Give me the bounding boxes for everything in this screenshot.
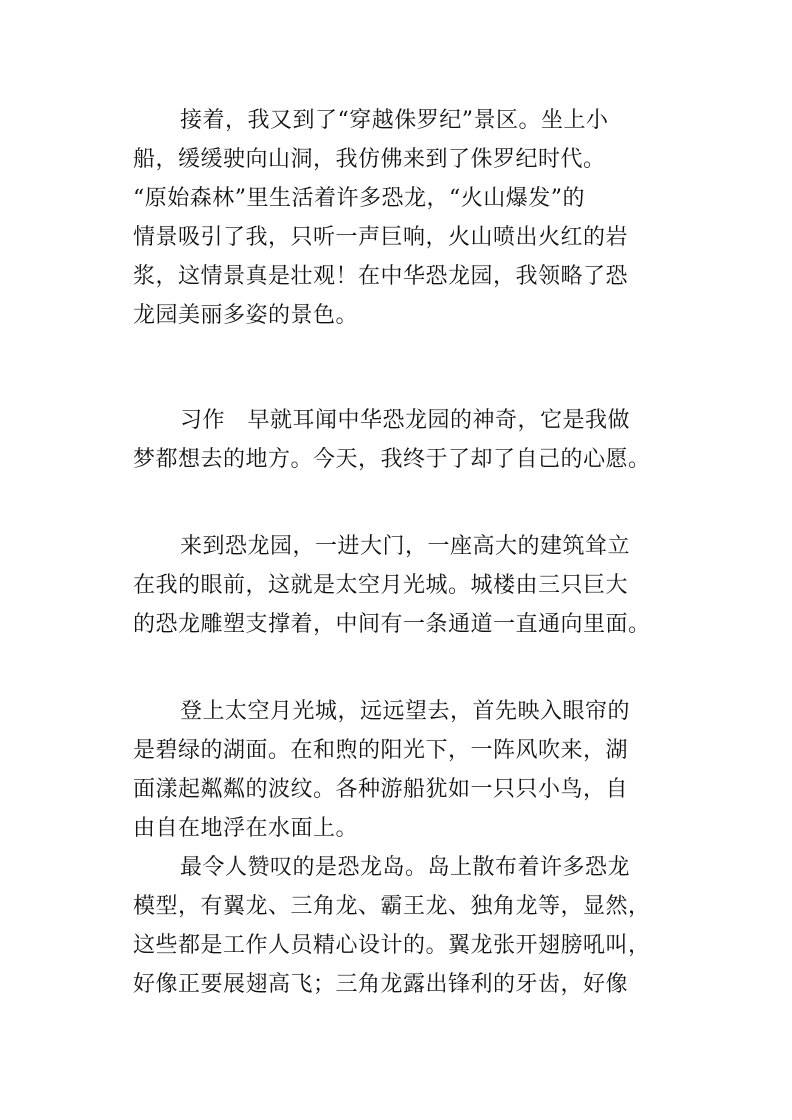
text-line: 情景吸引了我，只听一声巨响，火山喷出火红的岩 bbox=[133, 225, 629, 250]
text-line: 是碧绿的湖面。在和煦的阳光下，一阵风吹来，湖 bbox=[133, 738, 629, 763]
text-line: 浆，这情景真是壮观！在中华恐龙园，我领略了恐 bbox=[133, 264, 629, 289]
text-line: 面漾起粼粼的波纹。各种游船犹如一只只小鸟，自 bbox=[133, 777, 629, 802]
text-line: 的恐龙雕塑支撑着，中间有一条通道一直通向里面。 bbox=[133, 612, 651, 637]
text-line: 由自在地浮在水面上。 bbox=[133, 816, 359, 841]
paragraph-lake-view bbox=[133, 692, 673, 848]
paragraph-jurassic-scene bbox=[133, 101, 673, 335]
text-line: 最令人赞叹的是恐龙岛。岛上散布着许多恐龙 bbox=[180, 855, 631, 880]
paragraph-essay-intro bbox=[133, 401, 673, 479]
text-line: 习作 早就耳闻中华恐龙园的神奇，它是我做 bbox=[180, 408, 631, 433]
text-line: 模型，有翼龙、三角龙、霸王龙、独角龙等，显然， bbox=[133, 894, 651, 919]
text-line: 好像正要展翅高飞；三角龙露出锋利的牙齿，好像 bbox=[133, 972, 629, 997]
text-line: 这些都是工作人员精心设计的。翼龙张开翅膀吼叫， bbox=[133, 933, 651, 958]
text-line: 在我的眼前，这就是太空月光城。城楼由三只巨大 bbox=[133, 573, 629, 598]
text-line: “原始森林”里生活着许多恐龙，“火山爆发”的 bbox=[133, 186, 585, 211]
text-line: 船，缓缓驶向山洞，我仿佛来到了侏罗纪时代。 bbox=[133, 147, 606, 172]
text-line: 来到恐龙园，一进大门，一座高大的建筑耸立 bbox=[180, 534, 631, 559]
text-line: 龙园美丽多姿的景色。 bbox=[133, 303, 359, 328]
text-line: 接着，我又到了“穿越侏罗纪”景区。坐上小 bbox=[180, 108, 609, 133]
text-line: 登上太空月光城，远远望去，首先映入眼帘的 bbox=[180, 699, 631, 724]
paragraph-moonlight-city bbox=[133, 527, 673, 644]
paragraph-dinosaur-island bbox=[133, 848, 673, 1004]
text-line: 梦都想去的地方。今天，我终于了却了自己的心愿。 bbox=[133, 447, 651, 472]
